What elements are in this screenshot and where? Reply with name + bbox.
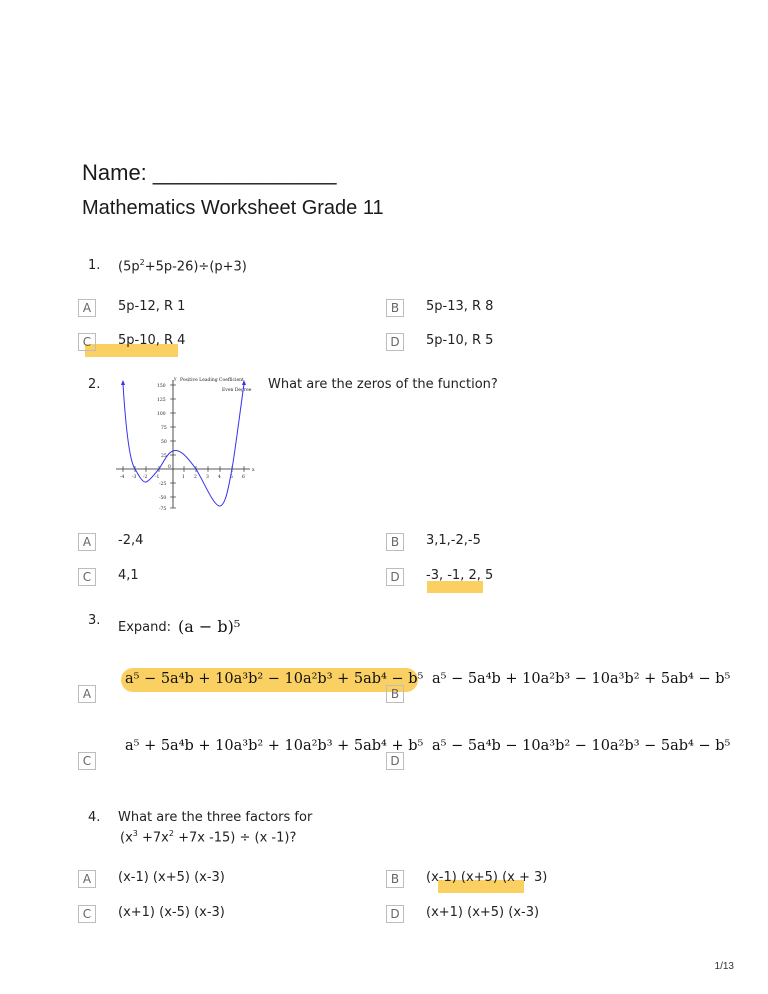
q4-option-c-text[interactable]: (x+1) (x-5) (x-3) bbox=[118, 905, 225, 920]
question-2-text: What are the zeros of the function? bbox=[268, 377, 498, 392]
q2-option-b-box[interactable]: B bbox=[386, 533, 404, 551]
q2-option-c-box[interactable]: C bbox=[78, 568, 96, 586]
svg-text:100: 100 bbox=[157, 412, 166, 417]
svg-text:-1: -1 bbox=[155, 475, 160, 480]
q1-option-b-box[interactable]: B bbox=[386, 299, 404, 317]
q2-option-a-text[interactable]: -2,4 bbox=[118, 533, 144, 548]
q1-option-c-text[interactable]: 5p-10, R 4 bbox=[118, 333, 186, 348]
svg-text:-25: -25 bbox=[159, 482, 167, 487]
q4-option-a-text[interactable]: (x-1) (x+5) (x-3) bbox=[118, 870, 225, 885]
q3-option-a-text[interactable]: a⁵ − 5a⁴b + 10a³b² − 10a²b³ + 5ab⁴ − b⁵ bbox=[125, 671, 424, 687]
svg-text:x: x bbox=[252, 468, 255, 473]
svg-text:75: 75 bbox=[161, 426, 167, 431]
svg-text:125: 125 bbox=[157, 398, 166, 403]
q3-option-b-text[interactable]: a⁵ − 5a⁴b + 10a²b³ − 10a³b² + 5ab⁴ − b⁵ bbox=[432, 671, 731, 687]
svg-text:5: 5 bbox=[230, 475, 233, 480]
question-3-expression: (a − b)⁵ bbox=[178, 617, 241, 636]
q2-option-c-text[interactable]: 4,1 bbox=[118, 568, 139, 583]
q2-option-d-text[interactable]: -3, -1, 2, 5 bbox=[426, 568, 494, 583]
svg-text:0: 0 bbox=[168, 465, 171, 470]
q1-option-c-box[interactable]: C bbox=[78, 333, 96, 351]
name-field-label: Name: _______________ bbox=[82, 160, 337, 185]
svg-text:1: 1 bbox=[182, 475, 185, 480]
question-1-number: 1. bbox=[88, 258, 101, 273]
q2-option-a-box[interactable]: A bbox=[78, 533, 96, 551]
svg-text:-3: -3 bbox=[132, 475, 137, 480]
svg-text:50: 50 bbox=[161, 440, 167, 445]
q1-option-d-box[interactable]: D bbox=[386, 333, 404, 351]
svg-text:3: 3 bbox=[206, 475, 209, 480]
question-3-text: Expand: bbox=[118, 620, 171, 635]
svg-text:-75: -75 bbox=[159, 507, 167, 512]
q4-option-d-box[interactable]: D bbox=[386, 905, 404, 923]
svg-text:-2: -2 bbox=[143, 475, 148, 480]
q4-option-b-text[interactable]: (x-1) (x+5) (x + 3) bbox=[426, 870, 548, 885]
question-4-text-line2: ($x^3 +7x^2 +7x$ -15) ÷ (x -1)? bbox=[120, 829, 297, 846]
q3-option-c-box[interactable]: C bbox=[78, 752, 96, 770]
q3-option-d-box[interactable]: D bbox=[386, 752, 404, 770]
q3-option-d-text[interactable]: a⁵ − 5a⁴b − 10a³b² − 10a²b³ − 5ab⁴ − b⁵ bbox=[432, 738, 731, 754]
question-3-number: 3. bbox=[88, 613, 101, 628]
q3-option-b-box[interactable]: B bbox=[386, 685, 404, 703]
svg-text:150: 150 bbox=[157, 384, 166, 389]
polynomial-graph bbox=[110, 372, 260, 512]
q1-option-a-box[interactable]: A bbox=[78, 299, 96, 317]
question-1-text: $(5p^2+5p-26)\div(p+3)$ bbox=[118, 258, 247, 275]
svg-text:2: 2 bbox=[194, 475, 197, 480]
worksheet-title: Mathematics Worksheet Grade 11 bbox=[82, 197, 384, 219]
q1-option-b-text[interactable]: 5p-13, R 8 bbox=[426, 299, 494, 314]
q2-option-b-text[interactable]: 3,1,-2,-5 bbox=[426, 533, 481, 548]
svg-text:4: 4 bbox=[218, 475, 221, 480]
svg-text:y: y bbox=[174, 377, 177, 382]
q1-option-a-text[interactable]: 5p-12, R 1 bbox=[118, 299, 186, 314]
q4-option-d-text[interactable]: (x+1) (x+5) (x-3) bbox=[426, 905, 540, 920]
q4-option-a-box[interactable]: A bbox=[78, 870, 96, 888]
q1-option-d-text[interactable]: 5p-10, R 5 bbox=[426, 333, 494, 348]
svg-text:Even Degree: Even Degree bbox=[222, 388, 252, 393]
q2-option-d-box[interactable]: D bbox=[386, 568, 404, 586]
question-4-text-line1: What are the three factors for bbox=[118, 810, 313, 825]
svg-text:6: 6 bbox=[242, 475, 245, 480]
svg-text:-50: -50 bbox=[159, 496, 167, 501]
question-4-number: 4. bbox=[88, 810, 101, 825]
q3-option-c-text[interactable]: a⁵ + 5a⁴b + 10a³b² + 10a²b³ + 5ab⁴ + b⁵ bbox=[125, 738, 424, 754]
q3-option-a-box[interactable]: A bbox=[78, 685, 96, 703]
graph-svg bbox=[110, 372, 260, 512]
svg-text:-4: -4 bbox=[120, 475, 125, 480]
svg-text:25: 25 bbox=[161, 454, 167, 459]
q4-option-b-box[interactable]: B bbox=[386, 870, 404, 888]
q4-option-c-box[interactable]: C bbox=[78, 905, 96, 923]
question-2-number: 2. bbox=[88, 377, 101, 392]
page-indicator: 1/13 bbox=[714, 961, 734, 972]
svg-text:Positive Leading Coefficient: Positive Leading Coefficient bbox=[180, 378, 244, 383]
